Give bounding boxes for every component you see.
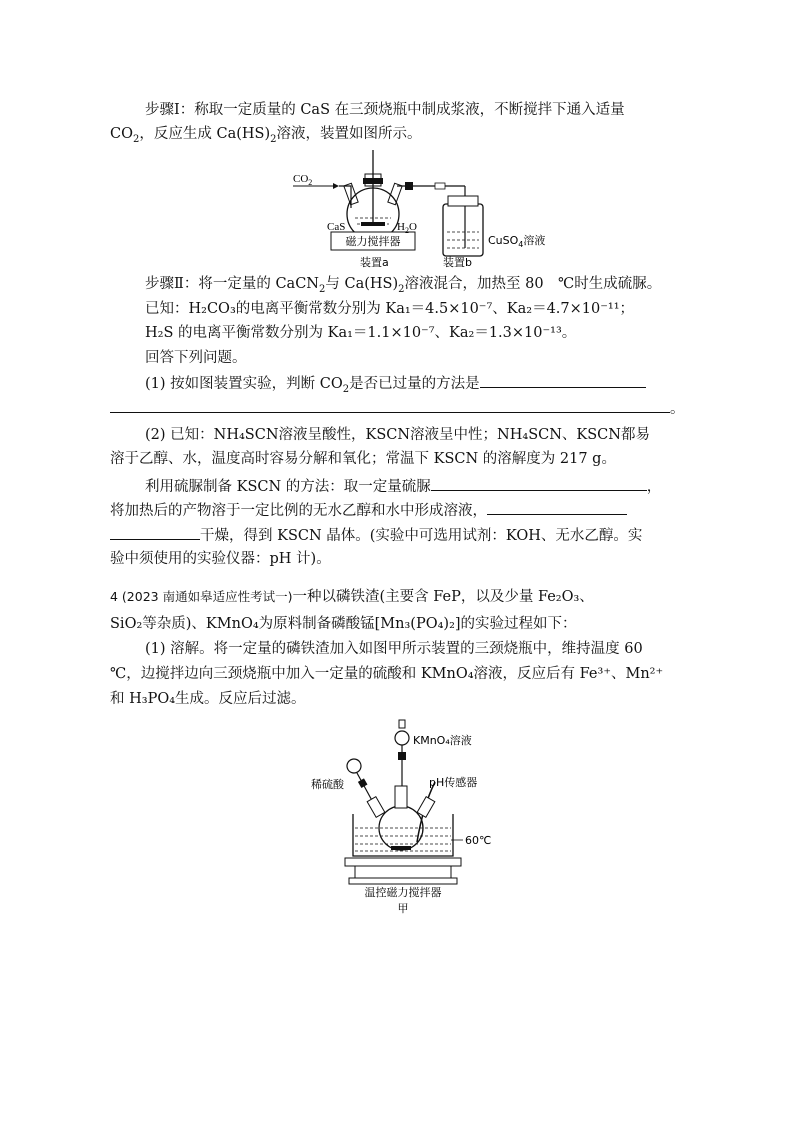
q1-blank-1[interactable] bbox=[480, 373, 646, 388]
q2-line3: 利用硫脲制备 KSCN 的方法：取一定量硫脲 ， bbox=[145, 476, 661, 497]
ph-sensor-label: pH传感器 bbox=[429, 776, 478, 789]
figure-caption: 甲 bbox=[397, 902, 409, 915]
q1-blank-2[interactable] bbox=[110, 398, 670, 413]
q2-line5: 干燥，得到 KSCN 晶体。(实验中可选用试剂：KOH、无水乙醇。实 bbox=[110, 525, 642, 546]
q2-line4: 将加热后的产物溶于一定比例的无水乙醇和水中形成溶液， bbox=[110, 500, 627, 521]
stirrer-label-2: 温控磁力搅拌器 bbox=[364, 886, 442, 899]
answer-prompt: 回答下列问题。 bbox=[145, 350, 247, 366]
q2-blank-1[interactable] bbox=[431, 476, 647, 491]
device-a-label: 装置a bbox=[360, 256, 389, 269]
q1-line1: (1) 按如图装置实验，判断 $CO_2$是否已过量的方法是 bbox=[145, 373, 646, 394]
p4-line5: 和 H₃PO₄生成。反应后过滤。 bbox=[110, 691, 306, 707]
stirrer-label: 磁力搅拌器 bbox=[345, 235, 401, 248]
apparatus-diagram-2 bbox=[305, 716, 505, 914]
q2-blank-2[interactable] bbox=[487, 500, 627, 515]
known-h2co3: 已知：H₂CO₃的电离平衡常数分别为 Ka₁＝4.5×10⁻⁷、Ka₂＝4.7×10⁻¹¹； bbox=[145, 301, 635, 317]
p4-line1: 4 (2023 南通如皋适应性考试一)一种以磷铁渣(主要含 FeP，以及少量 Fe₂O₃、 bbox=[110, 589, 594, 605]
cas-label: CaS bbox=[327, 221, 346, 233]
step2-line1: 步骤Ⅱ：将一定量的 CaCN$_2$与 $Ca(HS)_2$溶液混合，加热至 80 ℃时生成硫脲。 bbox=[145, 276, 662, 295]
p4-line4: ℃，边搅拌边向三颈烧瓶中加入一定量的硫酸和 KMnO₄溶液，反应后有 Fe³⁺、Mn²⁺ bbox=[110, 666, 664, 682]
step1-line2: $CO_2$，反应生成 $Ca(HS)_2$溶液，装置如图所示。 bbox=[110, 126, 422, 145]
q2-blank-3[interactable] bbox=[110, 525, 200, 540]
p4-line3: (1) 溶解。将一定量的磷铁渣加入如图甲所示装置的三颈烧瓶中，维持温度 60 bbox=[145, 641, 643, 657]
q1-line2: 。 bbox=[110, 398, 685, 419]
device-b-label: 装置b bbox=[443, 256, 472, 269]
apparatus-diagram-1 bbox=[285, 148, 546, 270]
q2-line2: 溶于乙醇、水，温度高时容易分解和氧化；常温下 KSCN 的溶解度为 217 g。 bbox=[110, 451, 616, 467]
h2o-label: $H_2O$ bbox=[397, 221, 417, 235]
p4-line2: SiO₂等杂质)、KMnO₄为原料制备磷酸锰[Mn₃(PO₄)₂]的实验过程如下： bbox=[110, 616, 577, 632]
known-h2s: H₂S 的电离平衡常数分别为 Ka₁＝1.1×10⁻⁷、Ka₂＝1.3×10⁻¹³。 bbox=[145, 325, 577, 341]
temperature-label: 60℃ bbox=[465, 834, 492, 847]
step1-line1: 步骤Ⅰ：称取一定质量的 CaS 在三颈烧瓶中制成浆液，不断搅拌下通入适量 bbox=[145, 102, 625, 118]
q2-line6: 验中须使用的实验仪器：pH 计)。 bbox=[110, 551, 331, 567]
q2-line1: (2) 已知：NH₄SCN溶液呈酸性，KSCN溶液呈中性；NH₄SCN、KSCN都易 bbox=[145, 427, 650, 443]
co2-label: $CO_2$ bbox=[293, 173, 313, 187]
acid-label: 稀硫酸 bbox=[311, 778, 344, 791]
cuso4-label: CuSO$_4$溶液 bbox=[488, 234, 546, 249]
kmno4-label: KMnO₄溶液 bbox=[413, 734, 472, 747]
